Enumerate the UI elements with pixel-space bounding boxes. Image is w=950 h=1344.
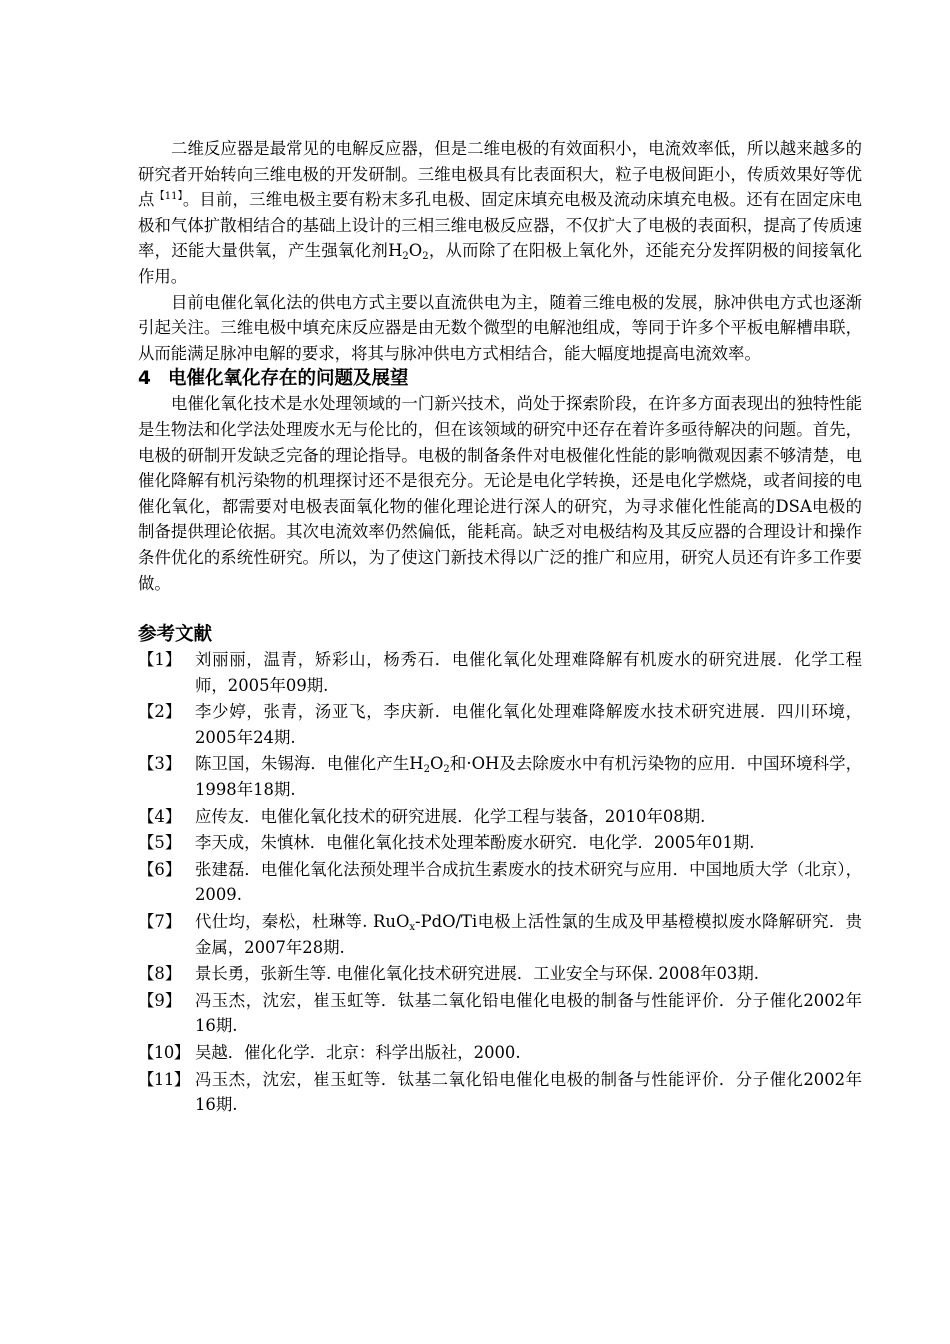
subscript: 2 [443, 764, 450, 776]
reference-text: 代仕均，秦松，杜琳等. RuO [195, 912, 410, 932]
reference-label: 【2】 [138, 702, 182, 722]
reference-text: 冯玉杰，沈宏，崔玉虹等．钛基二氧化铅电催化电极的制备与性能评价．分子催化2002年16期. [195, 1069, 862, 1115]
reference-item [138, 961, 862, 987]
reference-label: 【4】 [138, 806, 182, 826]
reference-item [138, 751, 862, 802]
reference-label: 【1】 [138, 650, 182, 670]
paragraph-text: 二维反应器是最常见的电解反应器，但是二维电极的有效面积小，电流效率低，所以越来越多的研究者开始转向三维电极的开发研制。三维电极具有比表面积大，粒子电极间距小，传质效果好等优点 [138, 139, 862, 210]
reference-item [138, 699, 862, 750]
reference-text: 张建磊．电催化氧化法预处理半合成抗生素废水的技术研究与应用．中国地质大学（北京），2009. [195, 859, 862, 905]
reference-item [138, 830, 862, 856]
reference-text: 李天成，朱慎林．电催化氧化技术处理苯酚废水研究．电化学．2005年01期. [195, 833, 755, 853]
reference-label: 【5】 [138, 833, 182, 853]
reference-label: 【7】 [138, 912, 182, 932]
paragraph-three-dimensional-electrode [138, 136, 862, 290]
reference-item [138, 909, 862, 960]
reference-label: 【6】 [138, 859, 182, 879]
reference-text: 应传友．电催化氧化技术的研究进展．化学工程与装备，2010年08期. [195, 806, 706, 826]
reference-label: 【8】 [138, 964, 182, 984]
reference-text: 冯玉杰，沈宏，崔玉虹等．钛基二氧化铅电催化电极的制备与性能评价．分子催化2002年16期. [195, 990, 862, 1036]
paragraph-text: ，从而除了在阳极上氧化外，还能充分发挥阴极的间接氧化作用。 [138, 241, 863, 286]
section-number: 4 [138, 368, 151, 390]
reference-text: -PdO/Ti电极上活性氯的生成及甲基橙模拟废水降解研究．贵金属，2007年28期. [195, 912, 862, 957]
document-page [138, 136, 862, 1119]
reference-text: 陈卫国，朱锡海．电催化产生H [195, 754, 424, 774]
reference-text: 和·OH及去除废水中有机污染物的应用．中国环境科学，1998年18期. [195, 754, 862, 800]
reference-label: 【11】 [138, 1069, 190, 1089]
section-heading [138, 366, 862, 391]
paragraph-problems-outlook: 电催化氧化技术是水处理领域的一门新兴技术，尚处于探索阶段，在许多方面表现出的独特性能是生物法和化学法处理废水无与伦比的，但在该领域的研究中还存在着许多亟待解决的问题。首先，电极的研制开发缺乏完备的理论指导。电极的制备条件对电极催化性能的影响微观因素不够清楚，电催化降解有机污染物的机理探讨还不是很充分。无论是电化学转换，还是电化学燃烧，或者间接的电催化氧化，都需要对电极表面氧化物的催化理论进行深人的研究，为寻求催化性能高的DSA电极的制备提供理论依据。其次电流效率仍然偏低，能耗高。缺乏对电极结构及其反应器的合理设计和操作条件优化的系统性研究。所以，为了使这门新技术得以广泛的推广和应用，研究人员还有许多工作要做。 [138, 394, 862, 593]
reference-label: 【10】 [138, 1043, 190, 1062]
subscript: 2 [423, 764, 430, 776]
reference-item [138, 857, 862, 908]
formula-text: O [429, 754, 444, 774]
paragraph-text: 。目前，三维电极主要有粉末多孔电极、固定床填充电极及流动床填充电极。还有在固定床电极和气体扩散相结合的基础上设计的三相三维电极反应器，不仅扩大了电极的表面积，提高了传质速率，还能大量供氧，产生强氧化剂H [138, 190, 863, 261]
subscript: 2 [402, 251, 409, 263]
reference-text: 景长勇，张新生等. 电催化氧化技术研究进展．工业安全与环保. 2008年03期. [195, 964, 759, 984]
paragraph-power-supply: 目前电催化氧化法的供电方式主要以直流供电为主，随着三维电极的发展，脉冲供电方式也逐渐引起关注。三维电极中填充床反应器是由无数个微型的电解池组成，等同于许多个平板电解槽串联，从而能满足脉冲电解的要求，将其与脉冲供电方式相结合，能大幅度地提高电流效率。 [138, 292, 862, 363]
reference-item [138, 647, 862, 698]
reference-list [138, 647, 862, 1118]
reference-text: 刘丽丽，温青，矫彩山，杨秀石．电催化氧化处理难降解有机废水的研究进展．化学工程师，2005年09期. [195, 650, 862, 695]
subscript: x [409, 922, 416, 934]
reference-label: 【9】 [138, 990, 182, 1010]
reference-text: 李少婷，张青，汤亚飞，李庆新．电催化氧化处理难降解废水技术研究进展．四川环境，2005年24期. [195, 702, 862, 747]
formula-text: O [408, 241, 423, 261]
reference-item [138, 988, 862, 1039]
reference-label: 【3】 [138, 754, 182, 774]
reference-item [138, 1040, 862, 1066]
subscript: 2 [422, 251, 429, 263]
references-heading: 参考文献 [138, 624, 213, 646]
reference-text: 吴越．催化化学．北京：科学出版社，2000. [195, 1043, 521, 1062]
reference-item [138, 804, 862, 830]
section-title: 电催化氧化存在的问题及展望 [168, 368, 409, 390]
citation-marker: 【11】 [154, 191, 183, 203]
reference-item [138, 1067, 862, 1118]
